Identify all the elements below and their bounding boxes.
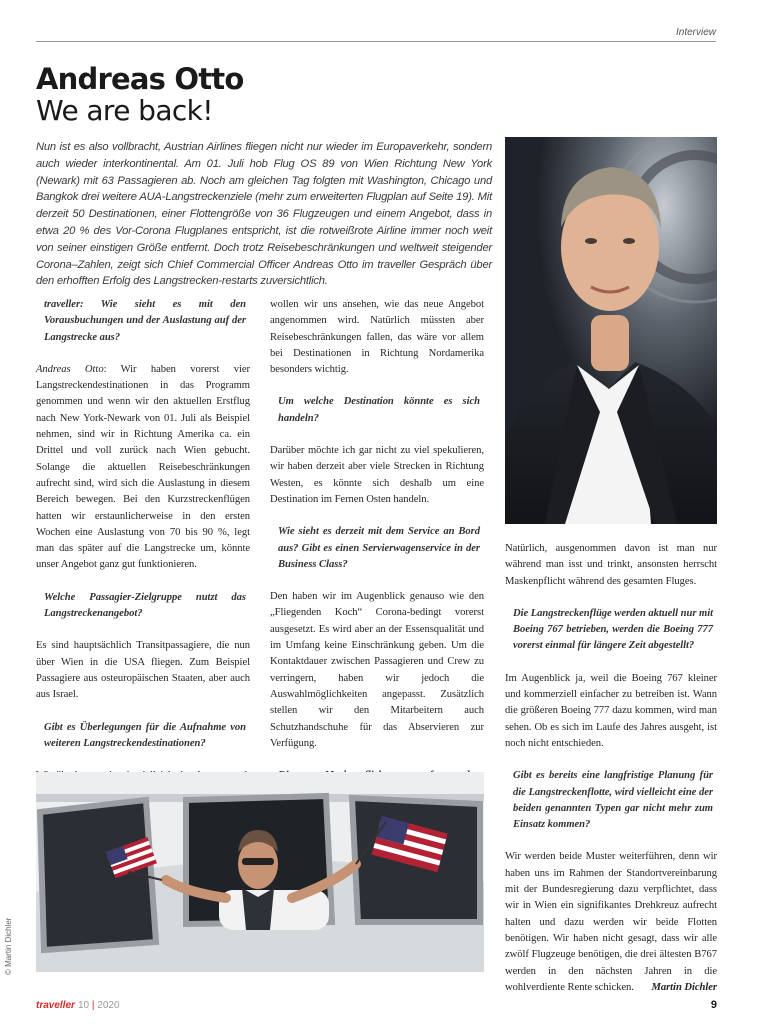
answer-3-continued: wollen wir uns ansehen, wie das neue Angebot angenommen wird. Natürlich müssten aber Reisebeschränkungen fallen, das wäre vor allem bei Destinationen in Richtung Nordamerika besonders wichtig. — [270, 299, 484, 376]
question-8: Gibt es bereits eine langfristige Planung für die Langstreckenflotte, wird vielleicht eine der beiden genannten Typen gar nicht mehr zum Einsatz kommen? — [513, 770, 713, 831]
footer-separator: | — [91, 1000, 95, 1011]
cockpit-photo — [36, 772, 484, 972]
question-5: Wie sieht es derzeit mit dem Service an Bord aus? Gibt es einen Servierwagenservice in der Business Class? — [278, 526, 480, 570]
answer-7: Im Augenblick ja, weil die Boeing 767 kleiner und kommerziell einfacher zu betreiben ist. Wann die größeren Boeing 777 dazu kommen, wird man sehen. Ob es sich im Laufe des Jahres ausgeht, ist noch nicht entschieden. — [505, 672, 717, 749]
author-signature: Martin Dichler — [651, 981, 717, 993]
question-7: Die Langstreckenflüge werden aktuell nur mit Boeing 767 betrieben, werden die Boeing 777 vorerst einmal für längere Zeit abgestellt? — [513, 607, 713, 652]
footer-year: 2020 — [97, 1000, 120, 1011]
footer-brand: traveller — [36, 1000, 75, 1011]
answer-8 — [505, 849, 717, 996]
answer-4: Darüber möchte ich gar nicht zu viel spekulieren, wir haben derzeit aber viele Strecken in Richtung Westen, es könnte sich deshalb um eine Destination im Fernen Osten handeln. — [270, 445, 484, 505]
answer-5: Den haben wir im Augenblick genauso wie den „Fliegenden Koch“ Corona-bedingt vorerst ausgesetzt. Es wird aber an der Essensqualität und im Umfang keine Einschränkung geben. Um die Kontaktdauer zwischen Passagieren und Crew zu verringern, haben wir jedoch die Auswahlmöglichkeiten angepasst. Zusätzlich stellen wir den Mitarbeitern auch Schutzhandschuhe für das Abservieren zur Verfügung. — [270, 591, 484, 749]
question-2: Welche Passagier-Zielgruppe nutzt das Langstreckenangebot? — [44, 591, 246, 620]
answer-2: Es sind hauptsächlich Transitpassagiere, die nun über Wien in die USA fliegen. Zum Beispiel Passagiere aus osteuropäischen Staaten, aber auch aus Israel. — [36, 640, 250, 701]
answer-1 — [36, 362, 250, 574]
headline-name: Andreas Otto — [36, 62, 244, 96]
headline-subtitle: We are back! — [36, 94, 213, 127]
answer-1-text: : Wir haben vorerst vier Langstreckendestinationen in das Programm genommen und wenn wir den aktuellen Erstflug nach New York-Newark von 01. Juli als Beispiel nehmen, sind wir in Richtung Amerika ca. ein Drittel und voll zurück nach Wien gebucht. Solange die aktuellen Reisebeschränkungen aufrecht sind, wird sich die Auslastung in diesem Bereich bewegen. Bei den Kurzstreckenflügen hatten wir erstaunlicherweise in den ersten Wochen eine Auslastung von 70 bis 90 %, legt man das später auf die Langstrecke um, könnte unser Angebot ganz gut funktionieren. — [36, 363, 250, 571]
question-1: traveller: Wie sieht es mit den Vorausbuchungen und der Auslastung auf der Langstrecke aus? — [44, 299, 246, 343]
article-column-3 — [505, 541, 717, 1012]
article-column-1 — [36, 297, 250, 817]
photo-credit: © Martin Dichler — [4, 917, 13, 975]
page-number: 9 — [710, 999, 717, 1011]
answer-6: Natürlich, ausgenommen davon ist man nur während man isst und trinkt, ansonsten herrscht Maskenpflicht während des gesamten Fluges. — [505, 543, 717, 587]
cockpit-illustration — [36, 772, 484, 972]
question-3: Gibt es Überlegungen für die Aufnahme von weiteren Langstreckendestinationen? — [44, 721, 246, 749]
answer-8-text: Wir werden beide Muster weiterführen, denn wir haben uns im Rahmen der Standortvereinbarung mit der Bundesregierung dazu verpflichtet, dass wir in Wien ein signifikantes Drehkreuz aufrecht halten und dazu werden wir beide Flotten benötigen. Wir haben nicht gesagt, dass wir alle zwölf Flugzeuge benötigen, die drei ältesten B767 werden in den nächsten Jahren in die wohlverdiente Rente schicken. — [505, 851, 717, 993]
footer-issue-number: 10 — [78, 1000, 90, 1011]
speaker-name: Andreas Otto — [36, 363, 104, 375]
intro-paragraph: Nun ist es also vollbracht, Austrian Airlines fliegen nicht nur wieder im Europaverkehr, sondern auch wieder interkontinental. Am 01. Juli hob Flug OS 89 von Wien Richtung New York (Newark) mit 63 Passagieren ab. Noch am gleichen Tag folgten mit Washington, Chicago und Bangkok drei weitere AUA-Langstreckenziele (mehr zum erweiterten Flugplan auf Seite 19). Mit derzeit 50 Destinationen, einer Flottengröße von 36 Flugzeugen und einem Angebot, dass in etwa 20 % des Vor-Corona Flugplanes entspricht, ist die rotweißrote Airline immer noch weit von seiner einstigen Größe entfernt. Doch trotz Reisebeschränkungen und weltweit steigender Corona–Zahlen, zeigt sich Chief Commercial Officer Andreas Otto im traveller Gespräch über den erhofften Erfolg des Langstrecken-restarts zuversichtlich. — [36, 141, 492, 288]
section-label: Interview — [36, 27, 716, 42]
portrait-illustration — [505, 137, 717, 524]
portrait-photo — [505, 137, 717, 524]
question-4: Um welche Destination könnte es sich handeln? — [278, 396, 480, 424]
article-column-2 — [270, 297, 484, 817]
footer-issue — [78, 1000, 120, 1011]
